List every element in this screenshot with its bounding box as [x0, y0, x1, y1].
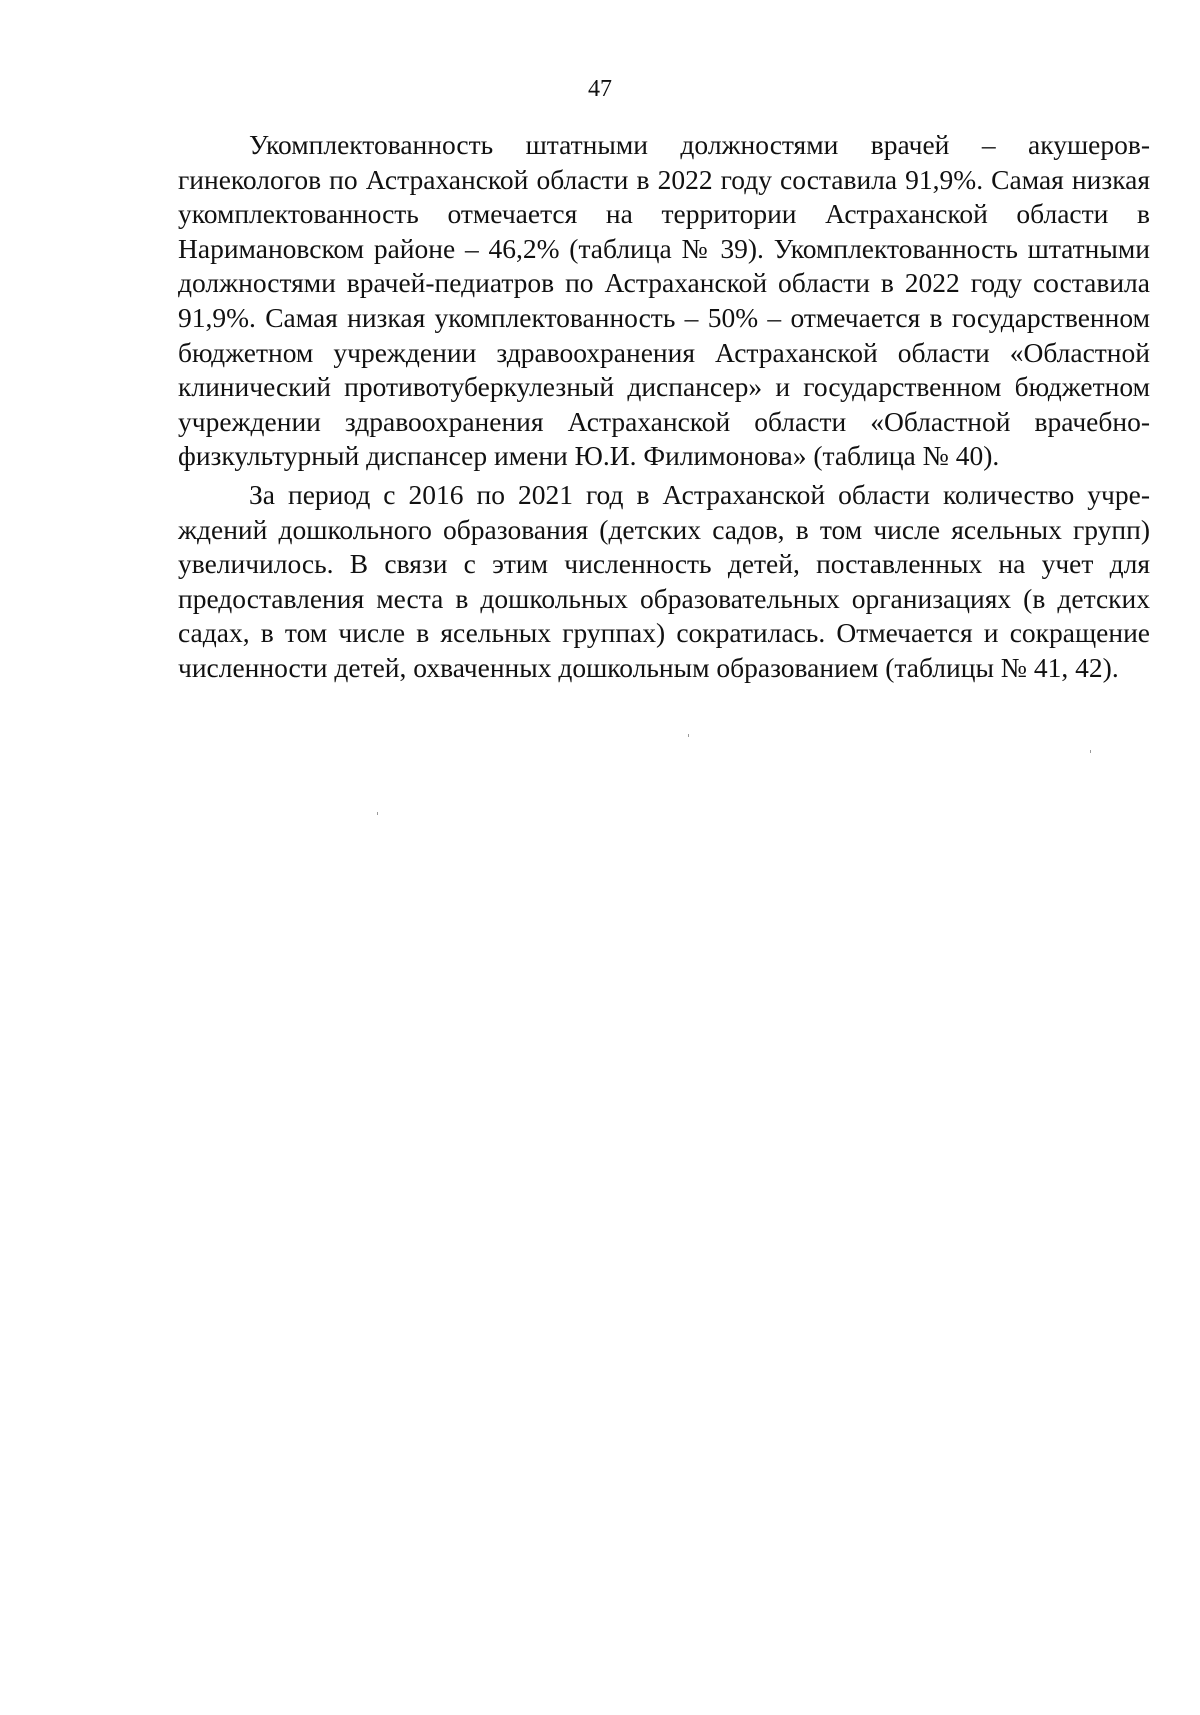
scan-speck [377, 812, 378, 815]
paragraph-staffing: Укомплектованность штатными должностями врачей – акушеров-гинекологов по Астраханской области в 2022 году составила 91,9%. Самая низкая укомплектованность отмечается на территории Астраханской области в Наримановском районе – 46,2% (таблица № 39). Укомплектованность штатными должностями врачей-педиатров по Астраханской области в 2022 году составила 91,9%. Самая низкая укомплектованность – 50% – отмечается в государственном бюджетном учреждении здравоохранения Астраханской области «Областной клинический противотуберкулезный диспансер» и государственном бюджетном учреждении здравоохранения Астраханской области «Областной врачебно-физкультурный диспансер имени Ю.И. Филимонова» (таблица № 40). [178, 129, 1150, 472]
scan-speck [1090, 750, 1091, 753]
page-number: 47 [588, 76, 612, 102]
paragraph-preschool: За период с 2016 по 2021 год в Астраханской области количество учреждений дошкольного образования (детских садов, в том числе ясельных групп) увеличилось. В связи с этим численность детей, поставленных на учет для предоставления места в дошкольных образовательных организациях (в детских садах, в том числе в ясельных группах) сократилась. Отмечается и сокращение численности детей, охваченных дошкольным образованием (таблицы № 41, 42). [178, 478, 1150, 683]
body-text [178, 128, 1150, 686]
scan-speck [688, 734, 689, 737]
